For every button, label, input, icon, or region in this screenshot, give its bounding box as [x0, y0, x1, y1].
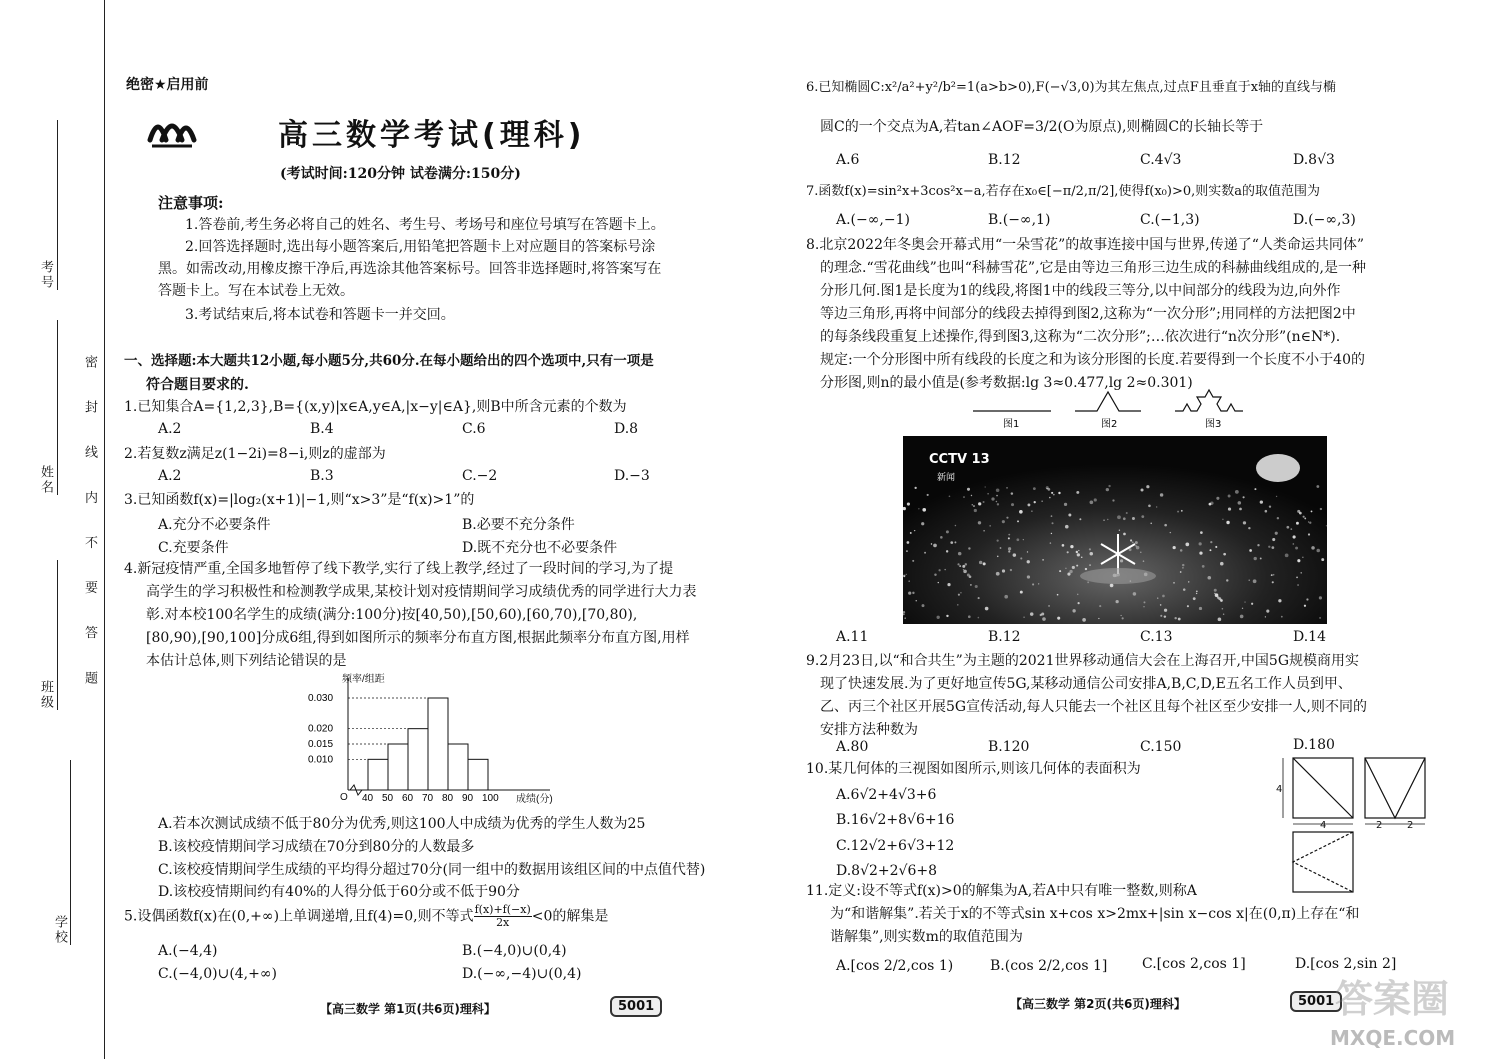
question-11-line-1: 11.定义:设不等式f(x)>0的解集为A,若A中只有唯一整数,则称A [806, 883, 1197, 899]
q8-option-a: A.11 [836, 629, 869, 645]
koch-figure-2 [1075, 392, 1141, 411]
question-6-line-2: 圆C的一个交点为A,若tan∠AOF=3/2(O为原点),则椭圆C的长轴长等于 [820, 119, 1264, 135]
histogram-bar [468, 759, 488, 790]
binding-line-left [104, 0, 105, 1059]
histogram-xlabel: 成绩(分) [516, 794, 553, 805]
figure-3-label: 图3 [1205, 419, 1222, 430]
side-view [1365, 758, 1425, 818]
name-underline [57, 320, 58, 495]
q7-option-c: C.(−1,3) [1140, 212, 1200, 228]
q5-option-c: C.(−4,0)∪(4,+∞) [158, 966, 277, 982]
notice-line-3: 黑。如需改动,用橡皮擦干净后,再选涂其他答案标号。回答非选择题时,将答案写在 [158, 261, 662, 277]
q6-option-b: B.12 [988, 152, 1021, 168]
question-9-line-4: 安排方法种数为 [820, 722, 918, 738]
q4-option-a: A.若本次测试成绩不低于80分为优秀,则这100人中成绩为优秀的学生人数为25 [158, 816, 646, 832]
q11-option-c: C.[cos 2,cos 1] [1142, 956, 1246, 972]
school-underline [70, 760, 71, 945]
notice-line-4: 答题卡上。写在本试卷上无效。 [158, 283, 354, 299]
histogram-bar [408, 729, 428, 790]
q10-option-a: A.6√2+4√3+6 [836, 787, 937, 803]
q2-option-b: B.3 [310, 468, 334, 484]
q9-option-b: B.120 [988, 739, 1030, 755]
publisher-logo-icon [144, 110, 200, 150]
q3-option-a: A.充分不必要条件 [158, 517, 271, 533]
q3-option-c: C.充要条件 [158, 540, 229, 556]
notice-line-1: 1.答卷前,考生务必将自己的姓名、考生号、考场号和座位号填写在答题卡上。 [185, 217, 665, 233]
histogram-x-tick: 60 [402, 793, 414, 804]
q3-option-b: B.必要不充分条件 [462, 517, 575, 533]
histogram-x-tick: 90 [462, 793, 474, 804]
q10-option-d: D.8√2+2√6+8 [836, 863, 938, 879]
exam-no-label: 考号 [38, 260, 53, 290]
notice-title: 注意事项: [158, 194, 224, 212]
histogram-y-tick: 0.010 [308, 754, 334, 766]
right-page-code-badge: 5001 [1290, 991, 1342, 1012]
q1-option-a: A.2 [158, 421, 182, 437]
question-4-line-5: 本估计总体,则下列结论错误的是 [146, 653, 347, 669]
histogram-ylabel: 频率/组距 [342, 674, 385, 685]
histogram-x-tick: 70 [422, 793, 434, 804]
histogram-x-tick: 50 [382, 793, 394, 804]
q5-stem: 5.设偶函数f(x)在(0,+∞)上单调递增,且f(4)=0,则不等式 [124, 908, 474, 925]
view-height-label: 4 [1276, 784, 1283, 795]
koch-figure-3 [1175, 390, 1243, 411]
view-width-label: 4 [1320, 820, 1327, 831]
frequency-histogram [300, 670, 590, 810]
secret-label: 绝密★启用前 [126, 77, 209, 93]
q2-option-d: D.−3 [614, 468, 650, 484]
q6-option-c: C.4√3 [1140, 152, 1182, 168]
left-page-code-badge: 5001 [610, 996, 662, 1017]
question-4-line-1: 4.新冠疫情严重,全国多地暂停了线下教学,实行了线上教学,经过了一段时间的学习,为了提 [124, 561, 674, 577]
emblem-icon [1256, 454, 1300, 482]
q1-option-b: B.4 [310, 421, 334, 437]
view-half-width-a: 2 [1376, 820, 1383, 831]
question-8-line-3: 分形几何.图1是长度为1的线段,将图1中的线段三等分,以中间部分的线段为边,向外作 [820, 283, 1341, 299]
question-9-line-3: 乙、丙三个社区开展5G宣传活动,每人只能去一个社区且每个社区至少安排一人,则不同的 [820, 699, 1367, 715]
histogram-y-tick: 0.020 [308, 723, 334, 735]
question-8-line-4: 等边三角形,再将中间部分的线段去掉得到图2,这称为“一次分形”;用同样的方法把图2中 [820, 306, 1356, 322]
q11-option-b: B.(cos 2/2,cos 1] [990, 958, 1108, 974]
watermark-text: 答案圈 [1335, 977, 1450, 1021]
q9-option-c: C.150 [1140, 739, 1182, 755]
ceremony-photo [903, 436, 1327, 624]
histogram-y-tick: 0.030 [308, 693, 334, 704]
q5-option-b: B.(−4,0)∪(0,4) [462, 943, 567, 959]
q7-option-a: A.(−∞,−1) [836, 212, 910, 228]
histogram-y-tick: 0.015 [308, 739, 334, 750]
q5-fraction [474, 904, 532, 929]
q7-option-d: D.(−∞,3) [1293, 212, 1356, 228]
question-9-line-2: 现了快速发展.为了更好地宣传5G,某移动通信公司安排A,B,C,D,E五名工作人员到甲、 [820, 676, 1352, 692]
class-underline [57, 560, 58, 710]
q4-option-b: B.该校疫情期间学习成绩在70分到80分的人数最多 [158, 839, 475, 855]
histogram-x-tick: 80 [442, 793, 454, 804]
question-4-line-4: [80,90),[90,100]分成6组,得到如图所示的频率分布直方图,根据此频率分布直方图,用样 [146, 630, 690, 646]
question-9-line-1: 9.2月23日,以“和合共生”为主题的2021世界移动通信大会在上海召开,中国5G规模商用实 [806, 653, 1360, 669]
q10-option-c: C.12√2+6√3+12 [836, 838, 955, 854]
q4-option-d: D.该校疫情期间约有40%的人得分低于60分或不低于90分 [158, 884, 520, 900]
top-view [1293, 832, 1353, 892]
figure-2-label: 图2 [1101, 419, 1118, 430]
q10-option-b: B.16√2+8√6+16 [836, 812, 955, 828]
histogram-x-tick: 100 [482, 793, 499, 804]
question-11-line-2: 为“和谐解集”.若关于x的不等式sin x+cos x>2mx+|sin x−cos x|在(0,π)上存在“和 [830, 906, 1360, 922]
right-page-footer: 【高三数学 第2页(共6页)理科】 [1010, 997, 1186, 1011]
q11-option-d: D.[cos 2,sin 2] [1295, 956, 1397, 972]
section-title-line-1: 一、选择题:本大题共12小题,每小题5分,共60分.在每小题给出的四个选项中,只有一项是 [124, 353, 654, 369]
question-4-line-2: 高学生的学习积极性和检测教学成果,某校计划对疫情期间学习成绩优秀的同学进行大力表 [146, 584, 697, 600]
q2-option-a: A.2 [158, 468, 182, 484]
histogram-bar [388, 744, 408, 790]
q5-stem-end: <0的解集是 [531, 908, 609, 925]
question-3: 3.已知函数f(x)=|log₂(x+1)|−1,则“x>3”是“f(x)>1”的 [124, 492, 475, 508]
q8-option-b: B.12 [988, 629, 1021, 645]
tv-logo: CCTV 13 [929, 452, 990, 467]
view-half-width-b: 2 [1407, 820, 1414, 831]
question-10: 10.某几何体的三视图如图所示,则该几何体的表面积为 [806, 761, 1141, 777]
seal-text: 密 封 线 内 不 要 答 题 [82, 355, 97, 698]
class-label: 班级 [38, 680, 53, 710]
histogram-bar [368, 759, 388, 790]
question-8-line-2: 的理念.“雪花曲线”也叫“科赫雪花”,它是由等边三角形三边生成的科赫曲线组成的,是一种 [820, 260, 1366, 276]
figure-1-label: 图1 [1003, 419, 1020, 430]
q1-option-c: C.6 [462, 421, 486, 437]
q5-option-d: D.(−∞,−4)∪(0,4) [462, 966, 582, 982]
q7-option-b: B.(−∞,1) [988, 212, 1051, 228]
question-1: 1.已知集合A={1,2,3},B={(x,y)|x∈A,y∈A,|x−y|∈A},则B中所含元素的个数为 [124, 399, 627, 415]
left-page-footer: 【高三数学 第1页(共6页)理科】 [320, 1002, 496, 1016]
histogram-origin-label: O [340, 792, 348, 803]
question-11-line-3: 谐解集”,则实数m的取值范围为 [830, 929, 1023, 945]
watermark-url: MXQE.COM [1330, 1026, 1456, 1050]
question-5 [124, 904, 608, 929]
exam-info: (考试时间:120分钟 试卷满分:150分) [280, 166, 521, 182]
histogram-bar [428, 698, 448, 790]
question-7: 7.函数f(x)=sin²x+3cos²x−a,若存在x₀∈[−π/2,π/2],使得f(x₀)>0,则实数a的取值范围为 [806, 184, 1320, 199]
q5-denominator: 2x [496, 916, 510, 929]
q6-option-d: D.8√3 [1293, 152, 1335, 168]
school-label: 学校 [52, 915, 67, 945]
question-8-line-5: 的每条线段重复上述操作,得到图3,这称为“二次分形”;…依次进行“n次分形”(n∈N*). [820, 329, 1341, 345]
histogram-bar [448, 744, 468, 790]
q3-option-d: D.既不充分也不必要条件 [462, 540, 618, 556]
q11-option-a: A.[cos 2/2,cos 1) [836, 958, 954, 974]
question-2: 2.若复数z满足z(1−2i)=8−i,则z的虚部为 [124, 446, 386, 462]
koch-figures [965, 385, 1265, 435]
tv-sub: 新闻 [937, 473, 956, 483]
question-8-line-7: 分形图,则n的最小值是(参考数据:lg 3≈0.477,lg 2≈0.301) [820, 375, 1193, 391]
histogram-x-tick: 40 [362, 793, 374, 804]
q9-option-d: D.180 [1293, 737, 1335, 753]
q5-numerator: f(x)+f(−x) [474, 903, 531, 916]
q5-option-a: A.(−4,4) [158, 943, 218, 959]
page-title: 高三数学考试(理科) [278, 118, 586, 153]
exam-no-underline [57, 120, 58, 290]
q6-option-a: A.6 [836, 152, 860, 168]
q1-option-d: D.8 [614, 421, 639, 437]
notice-line-5: 3.考试结束后,将本试卷和答题卡一并交回。 [185, 307, 455, 323]
notice-line-2: 2.回答选择题时,选出每小题答案后,用铅笔把答题卡上对应题目的答案标号涂 [185, 239, 656, 255]
q8-option-d: D.14 [1293, 629, 1326, 645]
q4-option-c: C.该校疫情期间学生成绩的平均得分超过70分(同一组中的数据用该组区间的中点值代替) [158, 862, 706, 878]
three-view-diagram [1275, 752, 1445, 900]
q8-option-c: C.13 [1140, 629, 1173, 645]
section-title-line-2: 符合题目要求的. [146, 377, 249, 393]
question-4-line-3: 彰.对本校100名学生的成绩(满分:100分)按[40,50),[50,60),[60,70),[70,80), [146, 607, 638, 623]
q2-option-c: C.−2 [462, 468, 498, 484]
q9-option-a: A.80 [836, 739, 869, 755]
name-label: 姓名 [38, 465, 53, 495]
question-8-line-6: 规定:一个分形图中所有线段的长度之和为该分形图的长度.若要得到一个长度不小于40的 [820, 352, 1365, 368]
question-6-line-1: 6.已知椭圆C:x²/a²+y²/b²=1(a>b>0),F(−√3,0)为其左焦点,过点F且垂直于x轴的直线与椭 [806, 80, 1337, 95]
question-8-line-1: 8.北京2022年冬奥会开幕式用“一朵雪花”的故事连接中国与世界,传递了“人类命运共同体” [806, 237, 1365, 253]
